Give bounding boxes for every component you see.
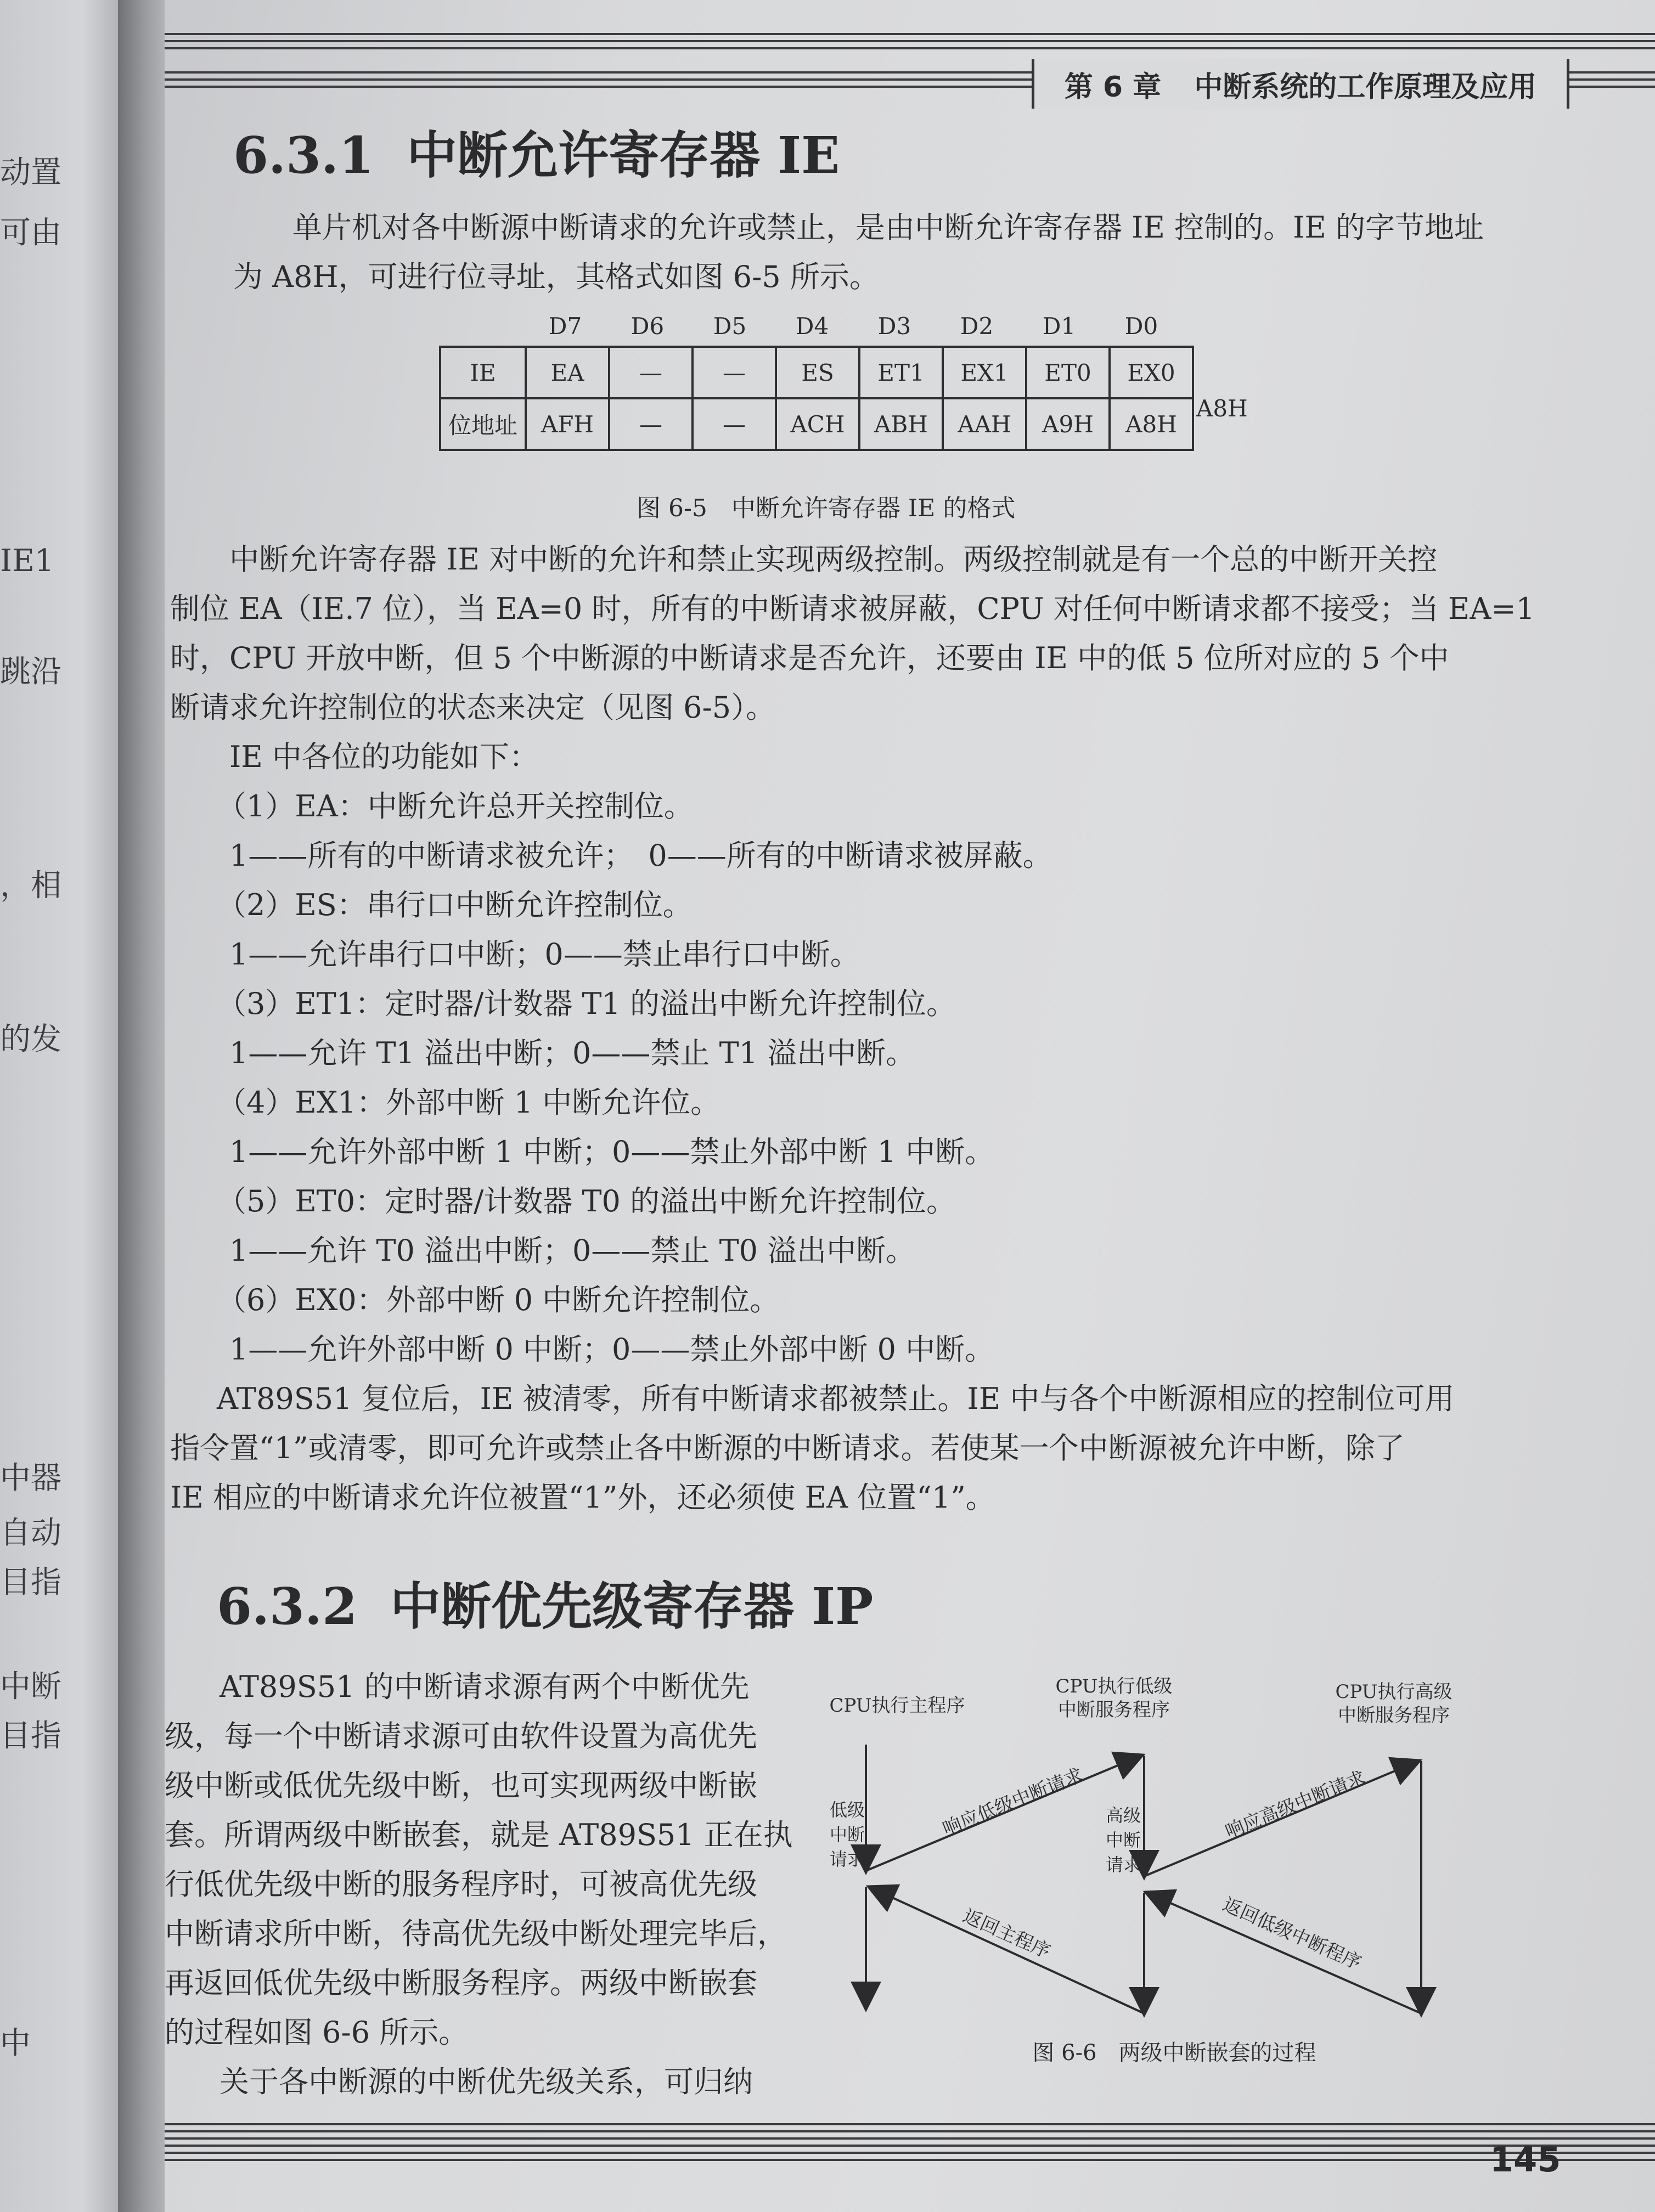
text-line: 关于各中断源的中断优先级关系，可归纳: [219, 2064, 753, 2099]
left-page-fragment: 自动: [0, 1515, 61, 1551]
text-line: 单片机对各中断源中断请求的允许或禁止，是由中断允许寄存器 IE 控制的。IE 的字节地址: [292, 210, 1484, 245]
return-low-label: 返回低级中断程序: [1219, 1893, 1365, 1974]
left-page-fragment: 目指: [0, 1565, 61, 1600]
respond-high-label: 响应高级中断请求: [1222, 1767, 1369, 1843]
intro-paragraph: [233, 203, 1484, 302]
text-line: 级中断或低优先级中断，也可实现两级中断嵌: [165, 1768, 757, 1803]
nested-interrupt-diagram: [823, 1651, 1619, 2079]
section-number: 6.3.2: [217, 1577, 358, 1636]
text-line: 断请求允许控制位的状态来决定（见图 6-5）。: [170, 690, 776, 725]
text-line: 1——允许外部中断 1 中断；0——禁止外部中断 1 中断。: [229, 1135, 995, 1169]
low-request-label: 请求: [830, 1849, 865, 1870]
bit-label: D7: [548, 313, 582, 340]
text-line: IE 中各位的功能如下：: [229, 740, 539, 774]
bit-label: D4: [795, 313, 829, 340]
text-line: 1——所有的中断请求被允许； 0——所有的中断请求被屏蔽。: [229, 838, 1052, 873]
body-text-ip: [165, 1662, 793, 2107]
table-cell: —: [609, 398, 693, 450]
text-line: 1——允许外部中断 0 中断；0——禁止外部中断 0 中断。: [229, 1332, 995, 1367]
table-cell: ABH: [859, 398, 943, 450]
text-line: （5）ET0：定时器/计数器 T0 的溢出中断允许控制位。: [217, 1184, 956, 1218]
text-line: AT89S51 的中断请求源有两个中断优先: [219, 1669, 750, 1704]
left-page-fragment: 跳沿: [0, 654, 61, 690]
figure-caption-6-5: 图 6-5 中断允许寄存器 IE 的格式: [637, 494, 1016, 522]
left-page-fragment: 中器: [0, 1460, 61, 1496]
bit-label: D1: [1042, 313, 1076, 340]
table-cell: —: [609, 347, 693, 398]
table-cell: AFH: [526, 398, 609, 450]
text-line: AT89S51 复位后，IE 被清零，所有中断请求都被禁止。IE 中与各个中断源相应的控制位可用: [217, 1381, 1455, 1416]
text-line: 中断请求所中断，待高优先级中断处理完毕后，: [165, 1916, 787, 1951]
section-heading-6-3-2: [217, 1566, 873, 1639]
table-cell: 位地址: [440, 398, 526, 450]
return-main-arrow: [870, 1887, 1144, 2013]
low-isr-label-line1: CPU执行低级: [1055, 1675, 1173, 1697]
ie-register-figure: [439, 313, 1248, 522]
previous-page-edge: [0, 0, 118, 2212]
table-row: [440, 347, 1193, 398]
left-page-fragment: 动置: [0, 155, 61, 190]
table-cell: ACH: [776, 398, 859, 450]
ie-register-table: [439, 346, 1194, 451]
respond-low-label: 响应低级中断请求: [939, 1764, 1087, 1841]
table-cell: ES: [776, 347, 859, 398]
text-line: 1——允许 T1 溢出中断；0——禁止 T1 溢出中断。: [229, 1036, 916, 1070]
figure-caption-6-6: 图 6-6 两级中断嵌套的过程: [1032, 2040, 1316, 2066]
high-request-label: 中断: [1106, 1830, 1141, 1850]
text-line: 为 A8H，可进行位寻址，其格式如图 6-5 所示。: [233, 259, 879, 294]
book-page: [165, 0, 1655, 2212]
chapter-title: 中断系统的工作原理及应用: [1194, 70, 1537, 104]
text-line: 级，每一个中断请求源可由软件设置为高优先: [165, 1719, 757, 1753]
return-low-arrow: [1147, 1893, 1421, 2013]
high-isr-label-line2: 中断服务程序: [1338, 1705, 1450, 1726]
table-cell: ET0: [1026, 347, 1110, 398]
text-line: 制位 EA（IE.7 位），当 EA=0 时，所有的中断请求被屏蔽，CPU 对任何中断请求都不接受；当 EA=1: [170, 591, 1535, 626]
page-number: 145: [1490, 2140, 1561, 2180]
bit-label: D3: [877, 313, 911, 340]
high-request-label: 高级: [1106, 1805, 1141, 1826]
table-cell: IE: [440, 347, 526, 398]
text-line: 1——允许 T0 溢出中断；0——禁止 T0 溢出中断。: [229, 1233, 916, 1268]
table-row: [440, 398, 1193, 450]
footer-rules: [165, 2123, 1655, 2166]
low-request-label: 中断: [830, 1824, 865, 1845]
table-cell: EX1: [943, 347, 1026, 398]
table-cell: EA: [526, 347, 609, 398]
low-isr-label-line2: 中断服务程序: [1058, 1699, 1170, 1721]
text-line: 指令置“1”或清零，即可允许或禁止各中断源的中断请求。若使某一个中断源被允许中断，除了: [170, 1431, 1405, 1465]
byte-address-label: A8H: [1196, 395, 1248, 422]
text-line: 中断允许寄存器 IE 对中断的允许和禁止实现两级控制。两级控制就是有一个总的中断开关控: [229, 542, 1438, 577]
table-cell: EX0: [1110, 347, 1193, 398]
text-line: 再返回低优先级中断服务程序。两级中断嵌套: [165, 1966, 757, 2000]
text-line: （6）EX0：外部中断 0 中断允许控制位。: [217, 1283, 780, 1317]
left-page-fragment: 中断: [0, 1669, 61, 1705]
text-line: 1——允许串行口中断；0——禁止串行口中断。: [229, 937, 860, 972]
text-line: 时，CPU 开放中断，但 5 个中断源的中断请求是否允许，还要由 IE 中的低 5 位所对应的 5 个中: [170, 641, 1449, 675]
text-line: IE 相应的中断请求允许位被置“1”外，还必须使 EA 位置“1”。: [170, 1480, 995, 1515]
bit-label: D6: [631, 313, 665, 340]
text-line: （1）EA：中断允许总开关控制位。: [217, 789, 694, 823]
table-cell: —: [693, 347, 776, 398]
return-main-label: 返回主程序: [959, 1905, 1054, 1963]
table-cell: A9H: [1026, 398, 1110, 450]
high-request-label: 请求: [1106, 1854, 1141, 1875]
high-isr-label-line1: CPU执行高级: [1335, 1681, 1453, 1703]
text-line: 的过程如图 6-6 所示。: [165, 2015, 469, 2050]
table-cell: AAH: [943, 398, 1026, 450]
bit-label: D2: [960, 313, 994, 340]
main-program-label: CPU执行主程序: [829, 1695, 965, 1717]
running-header: [1032, 59, 1569, 109]
table-cell: A8H: [1110, 398, 1193, 450]
chapter-number: 第 6 章: [1064, 70, 1162, 104]
section-heading-6-3-1: [233, 115, 840, 188]
bit-labels: [524, 313, 1194, 346]
low-request-label: 低级: [830, 1799, 865, 1820]
text-line: （3）ET1：定时器/计数器 T1 的溢出中断允许控制位。: [217, 986, 956, 1021]
table-cell: ET1: [859, 347, 943, 398]
left-page-fragment: 的发: [0, 1022, 61, 1057]
text-line: （4）EX1：外部中断 1 中断允许位。: [217, 1085, 720, 1120]
section-title: 中断允许寄存器 IE: [407, 126, 840, 185]
text-line: （2）ES：串行口中断允许控制位。: [217, 888, 693, 922]
bit-label: D0: [1124, 313, 1158, 340]
bit-label: D5: [713, 313, 747, 340]
section-title: 中断优先级寄存器 IP: [390, 1577, 874, 1636]
table-cell: —: [693, 398, 776, 450]
body-text: [170, 535, 1535, 1522]
text-line: 行低优先级中断的服务程序时，可被高优先级: [165, 1867, 757, 1901]
left-page-fragment: 可由: [0, 215, 61, 251]
section-number: 6.3.1: [233, 126, 374, 185]
text-line: 套。所谓两级中断嵌套，就是 AT89S51 正在执: [165, 1818, 793, 1852]
left-page-fragment: ，相: [0, 868, 61, 904]
left-page-fragment: IE1: [0, 543, 54, 579]
left-page-fragment: 目指: [0, 1718, 61, 1754]
left-page-fragment: 中: [0, 2025, 31, 2061]
